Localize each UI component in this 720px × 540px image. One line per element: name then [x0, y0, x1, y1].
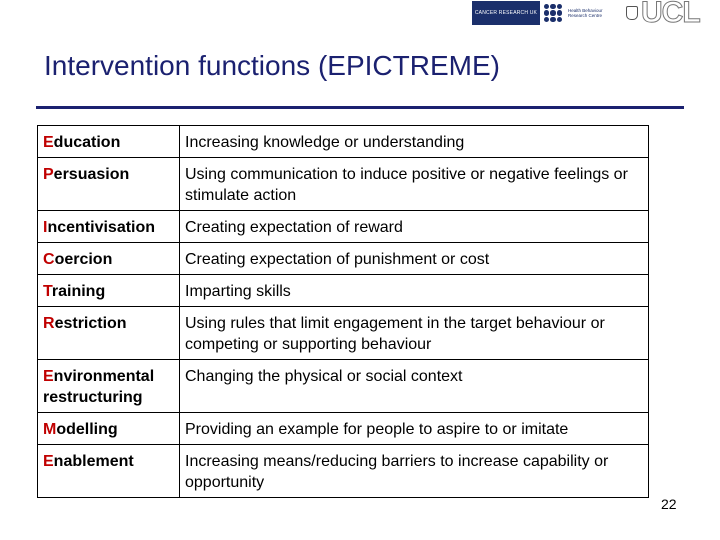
- table-row: [38, 126, 649, 158]
- function-definition: Using rules that limit engagement in the target behaviour or competing or supporting behaviour: [180, 307, 649, 360]
- function-term: Environmental restructuring: [38, 360, 180, 413]
- function-definition: Increasing knowledge or understanding: [180, 126, 649, 158]
- function-definition: Changing the physical or social context: [180, 360, 649, 413]
- cancer-research-dots-icon: [542, 2, 564, 24]
- page-number: 22: [661, 496, 677, 512]
- function-term: Incentivisation: [38, 211, 180, 243]
- ucl-crest-icon: [626, 6, 638, 20]
- function-definition: Providing an example for people to aspire to or imitate: [180, 413, 649, 445]
- function-term: Persuasion: [38, 158, 180, 211]
- function-term: Training: [38, 275, 180, 307]
- function-definition: Creating expectation of reward: [180, 211, 649, 243]
- table-row: [38, 307, 649, 360]
- table-row: [38, 158, 649, 211]
- function-term: Coercion: [38, 243, 180, 275]
- function-term: Education: [38, 126, 180, 158]
- cancer-research-uk-logo: CANCER RESEARCH UK: [472, 1, 540, 25]
- table-row: [38, 211, 649, 243]
- table-row: [38, 413, 649, 445]
- function-definition: Imparting skills: [180, 275, 649, 307]
- ucl-logo: UCL: [641, 0, 700, 29]
- title-underline: [36, 106, 684, 109]
- table-row: [38, 275, 649, 307]
- function-term: Enablement: [38, 445, 180, 498]
- function-term: Restriction: [38, 307, 180, 360]
- header-logos: [472, 0, 700, 29]
- intervention-functions-table: [37, 125, 649, 498]
- function-definition: Increasing means/reducing barriers to increase capability or opportunity: [180, 445, 649, 498]
- function-definition: Creating expectation of punishment or cost: [180, 243, 649, 275]
- slide-title: Intervention functions (EPICTREME): [44, 50, 500, 81]
- table-row: [38, 445, 649, 498]
- table-row: [38, 243, 649, 275]
- health-behaviour-logo: Health Behaviour Research Centre: [568, 8, 603, 18]
- function-definition: Using communication to induce positive or negative feelings or stimulate action: [180, 158, 649, 211]
- function-term: Modelling: [38, 413, 180, 445]
- table-row: [38, 360, 649, 413]
